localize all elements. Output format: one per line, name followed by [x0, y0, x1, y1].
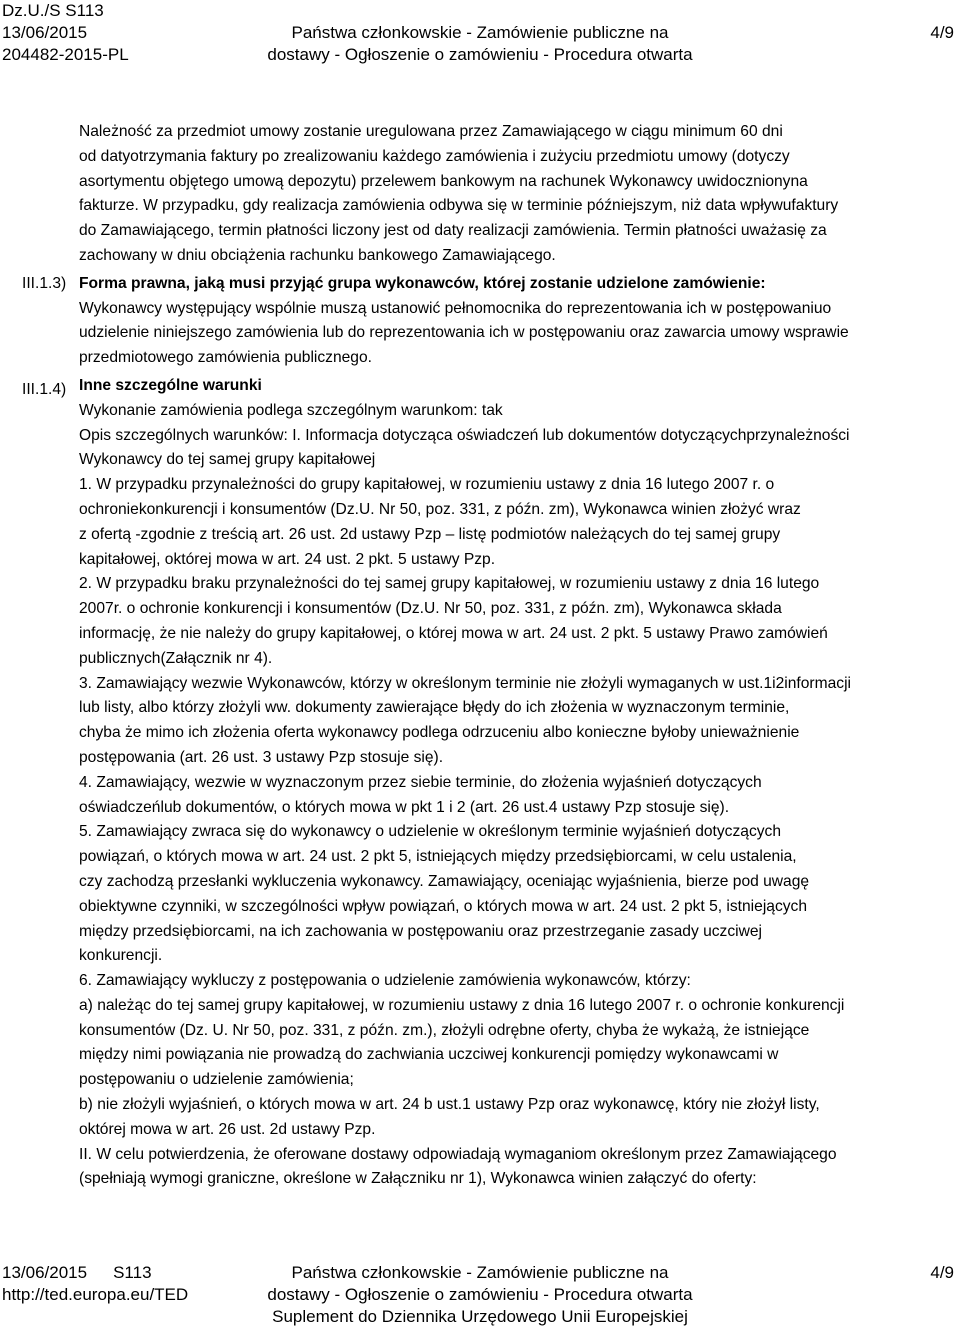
text-line: b) nie złożyli wyjaśnień, o których mowa w art. 24 b ust.1 ustawy Pzp oraz wykonawcę, który nie złożył listy, [79, 1096, 820, 1114]
section-label-iii-1-4: III.1.4) [22, 381, 67, 398]
text-line: fakturze. W przypadku, gdy realizacja zamówienia odbywa się w terminie późniejszym, niż data wpływufaktury [79, 197, 839, 215]
header-center [0, 22, 960, 66]
payment-terms-paragraph [79, 120, 957, 269]
text-line: oświadczeńlub dokumentów, o których mowa w pkt 1 i 2 (art. 26 ust.4 ustawy Pzp stosuje się). [79, 798, 730, 816]
publication-date: 13/06/2015 [2, 23, 88, 42]
text-line: chyba że mimo ich złożenia oferta wykonawcy podlega odrzuceniu albo konieczne byłoby unieważnienie [79, 724, 800, 742]
text-line: powiązań, o których mowa w art. 24 ust. 2 pkt 5, istniejących między przedsiębiorcami, w celu ustalenia, [79, 848, 797, 866]
section-heading: Forma prawna, jaką musi przyjąć grupa wykonawców, której zostanie udzielone zamówienie: [79, 274, 766, 292]
text-line: ochroniekonkurencji i konsumentów (Dz.U. Nr 50, poz. 331, z późn. zm), Wykonawca winien złożyć wraz [79, 500, 801, 518]
text-line: Należność za przedmiot umowy zostanie uregulowana przez Zamawiającego w ciągu minimum 60 dni [79, 123, 783, 140]
text-line: między przedsiębiorcami, na ich zachowania w postępowaniu oraz przestrzeganie zasady uczciwej [79, 922, 762, 940]
text-line: od datyotrzymania faktury po zrealizowaniu każdego zamówienia i zużyciu przedmiotu umowy (dotyczy [79, 147, 790, 165]
text-line: a) należąc do tej samej grupy kapitałowej, w rozumieniu ustawy z dnia 16 lutego 2007 r. o ochronie konkurencji [79, 996, 845, 1014]
text-line: czy zachodzą przesłanki wykluczenia wykonawcy. Zamawiający, oceniając wyjaśnienia, bierze pod uwagę [79, 872, 810, 890]
header-page-number: 4/9 [930, 23, 954, 42]
text-line: októrej mowa w art. 26 ust. 2d ustawy Pzp. [79, 1120, 376, 1138]
footer-title-line-1: Państwa członkowskie - Zamówienie publiczne na [291, 1263, 669, 1282]
text-line: postępowania (art. 26 ust. 3 ustawy Pzp stosuje się). [79, 748, 444, 766]
text-line: asortymentu objętego umową depozytu) przelewem bankowym na rachunek Wykonawcy uwidocznionyna [79, 172, 808, 190]
header-title-line-2: dostawy - Ogłoszenie o zamówieniu - Procedura otwarta [267, 45, 693, 64]
text-line: przedmiotowego zamówienia publicznego. [79, 349, 372, 367]
footer-date: 13/06/2015 [2, 1263, 88, 1282]
text-line: zachowany w dniu obciążenia rachunku bankowego Zamawiającego. [79, 246, 556, 264]
document-body [79, 120, 957, 1192]
section-label-iii-1-3: III.1.3) [22, 275, 67, 292]
footer-title-line-2: dostawy - Ogłoszenie o zamówieniu - Procedura otwarta [267, 1285, 693, 1304]
text-line: lub listy, albo którzy złożyli ww. dokumenty zawierające błędy do ich złożenia w wyznaczonym terminie, [79, 699, 790, 717]
text-line: publicznych(Załącznik nr 4). [79, 649, 273, 667]
journal-reference: Dz.U./S S113 [2, 1, 104, 20]
section-heading: Inne szczególne warunki [79, 376, 262, 394]
text-line: 5. Zamawiający zwraca się do wykonawcy o udzielenie w określonym terminie wyjaśnień dotyczących [79, 823, 782, 841]
text-line: Wykonanie zamówienia podlega szczególnym warunkom: tak [79, 401, 503, 419]
section-special-conditions [79, 374, 957, 1192]
text-line: kapitałowej, októrej mowa w art. 24 ust. 2 pkt. 5 ustawy Pzp. [79, 550, 496, 568]
notice-number: 204482-2015-PL [2, 45, 129, 64]
text-line: II. W celu potwierdzenia, że oferowane dostawy odpowiadają wymaganiom określonym przez Zamawiającego [79, 1145, 837, 1163]
footer-center [0, 1262, 960, 1328]
text-line: 2007r. o ochronie konkurencji i konsumentów (Dz.U. Nr 50, poz. 331, z późn. zm), Wykonawca składa [79, 600, 782, 618]
text-line: 6. Zamawiający wykluczy z postępowania o udzielenie zamówienia wykonawców, którzy: [79, 972, 691, 990]
text-line: Wykonawcy występujący wspólnie muszą ustanowić pełnomocnika do reprezentowania ich w postępowaniuo [79, 299, 832, 317]
footer-page-number: 4/9 [930, 1263, 954, 1282]
text-line: 2. W przypadku braku przynależności do tej samej grupy kapitałowej, w rozumieniu ustawy z dnia 16 lutego [79, 575, 820, 593]
header-title-line-1: Państwa członkowskie - Zamówienie publiczne na [291, 23, 669, 42]
text-line: informację, że nie należy do grupy kapitałowej, o której mowa w art. 24 ust. 2 pkt. 5 ustawy Prawo zamówień [79, 624, 828, 642]
text-line: Opis szczególnych warunków: I. Informacja dotycząca oświadczeń lub dokumentów dotyczącychprzynależności [79, 426, 850, 444]
text-line: z ofertą -zgodnie z treścią art. 26 ust. 2d ustawy Pzp – listę podmiotów należących do tej samej grupy [79, 525, 781, 543]
text-line: 1. W przypadku przynależności do grupy kapitałowej, w rozumieniu ustawy z dnia 16 lutego 2007 r. o [79, 476, 775, 494]
text-line: do Zamawiającego, termin płatności liczony jest od daty realizacji zamówienia. Termin płatności uważasię za [79, 222, 827, 240]
text-line: Wykonawcy do tej samej grupy kapitałowej [79, 451, 376, 469]
text-line: konsumentów (Dz. U. Nr 50, poz. 331, z późn. zm.), złożyli odrębne oferty, chyba że wykażą, że istniejące [79, 1021, 810, 1039]
text-line: 3. Zamawiający wezwie Wykonawców, którzy w określonym terminie nie złożyli wymaganych w ust.1i2informacji [79, 674, 852, 692]
footer-title-line-3: Suplement do Dziennika Urzędowego Unii Europejskiej [272, 1307, 688, 1326]
text-line: 4. Zamawiający, wezwie w wyznaczonym przez siebie terminie, do złożenia wyjaśnień dotyczących [79, 773, 762, 791]
text-line: postępowaniu o udzielenie zamówienia; [79, 1071, 354, 1089]
text-line: obiektywne czynniki, w szczególności wpływ powiązań, o których mowa w art. 24 ust. 2 pkt 5, istniejących [79, 897, 808, 915]
ted-link[interactable]: http://ted.europa.eu/TED [2, 1285, 189, 1304]
text-line: między nimi powiązania nie prowadzą do zachwiania uczciwej konkurencji pomiędzy wykonawcami w [79, 1046, 779, 1064]
footer-series: S113 [113, 1263, 152, 1282]
text-line: udzielenie niniejszego zamówienia lub do reprezentowania ich w postępowaniu oraz zawarcia umowy wsprawie [79, 324, 849, 342]
text-line: konkurencji. [79, 947, 163, 965]
section-legal-form [79, 272, 957, 371]
text-line: (spełniają wymogi graniczne, określone w Załączniku nr 1), Wykonawca winien załączyć do oferty: [79, 1170, 757, 1188]
